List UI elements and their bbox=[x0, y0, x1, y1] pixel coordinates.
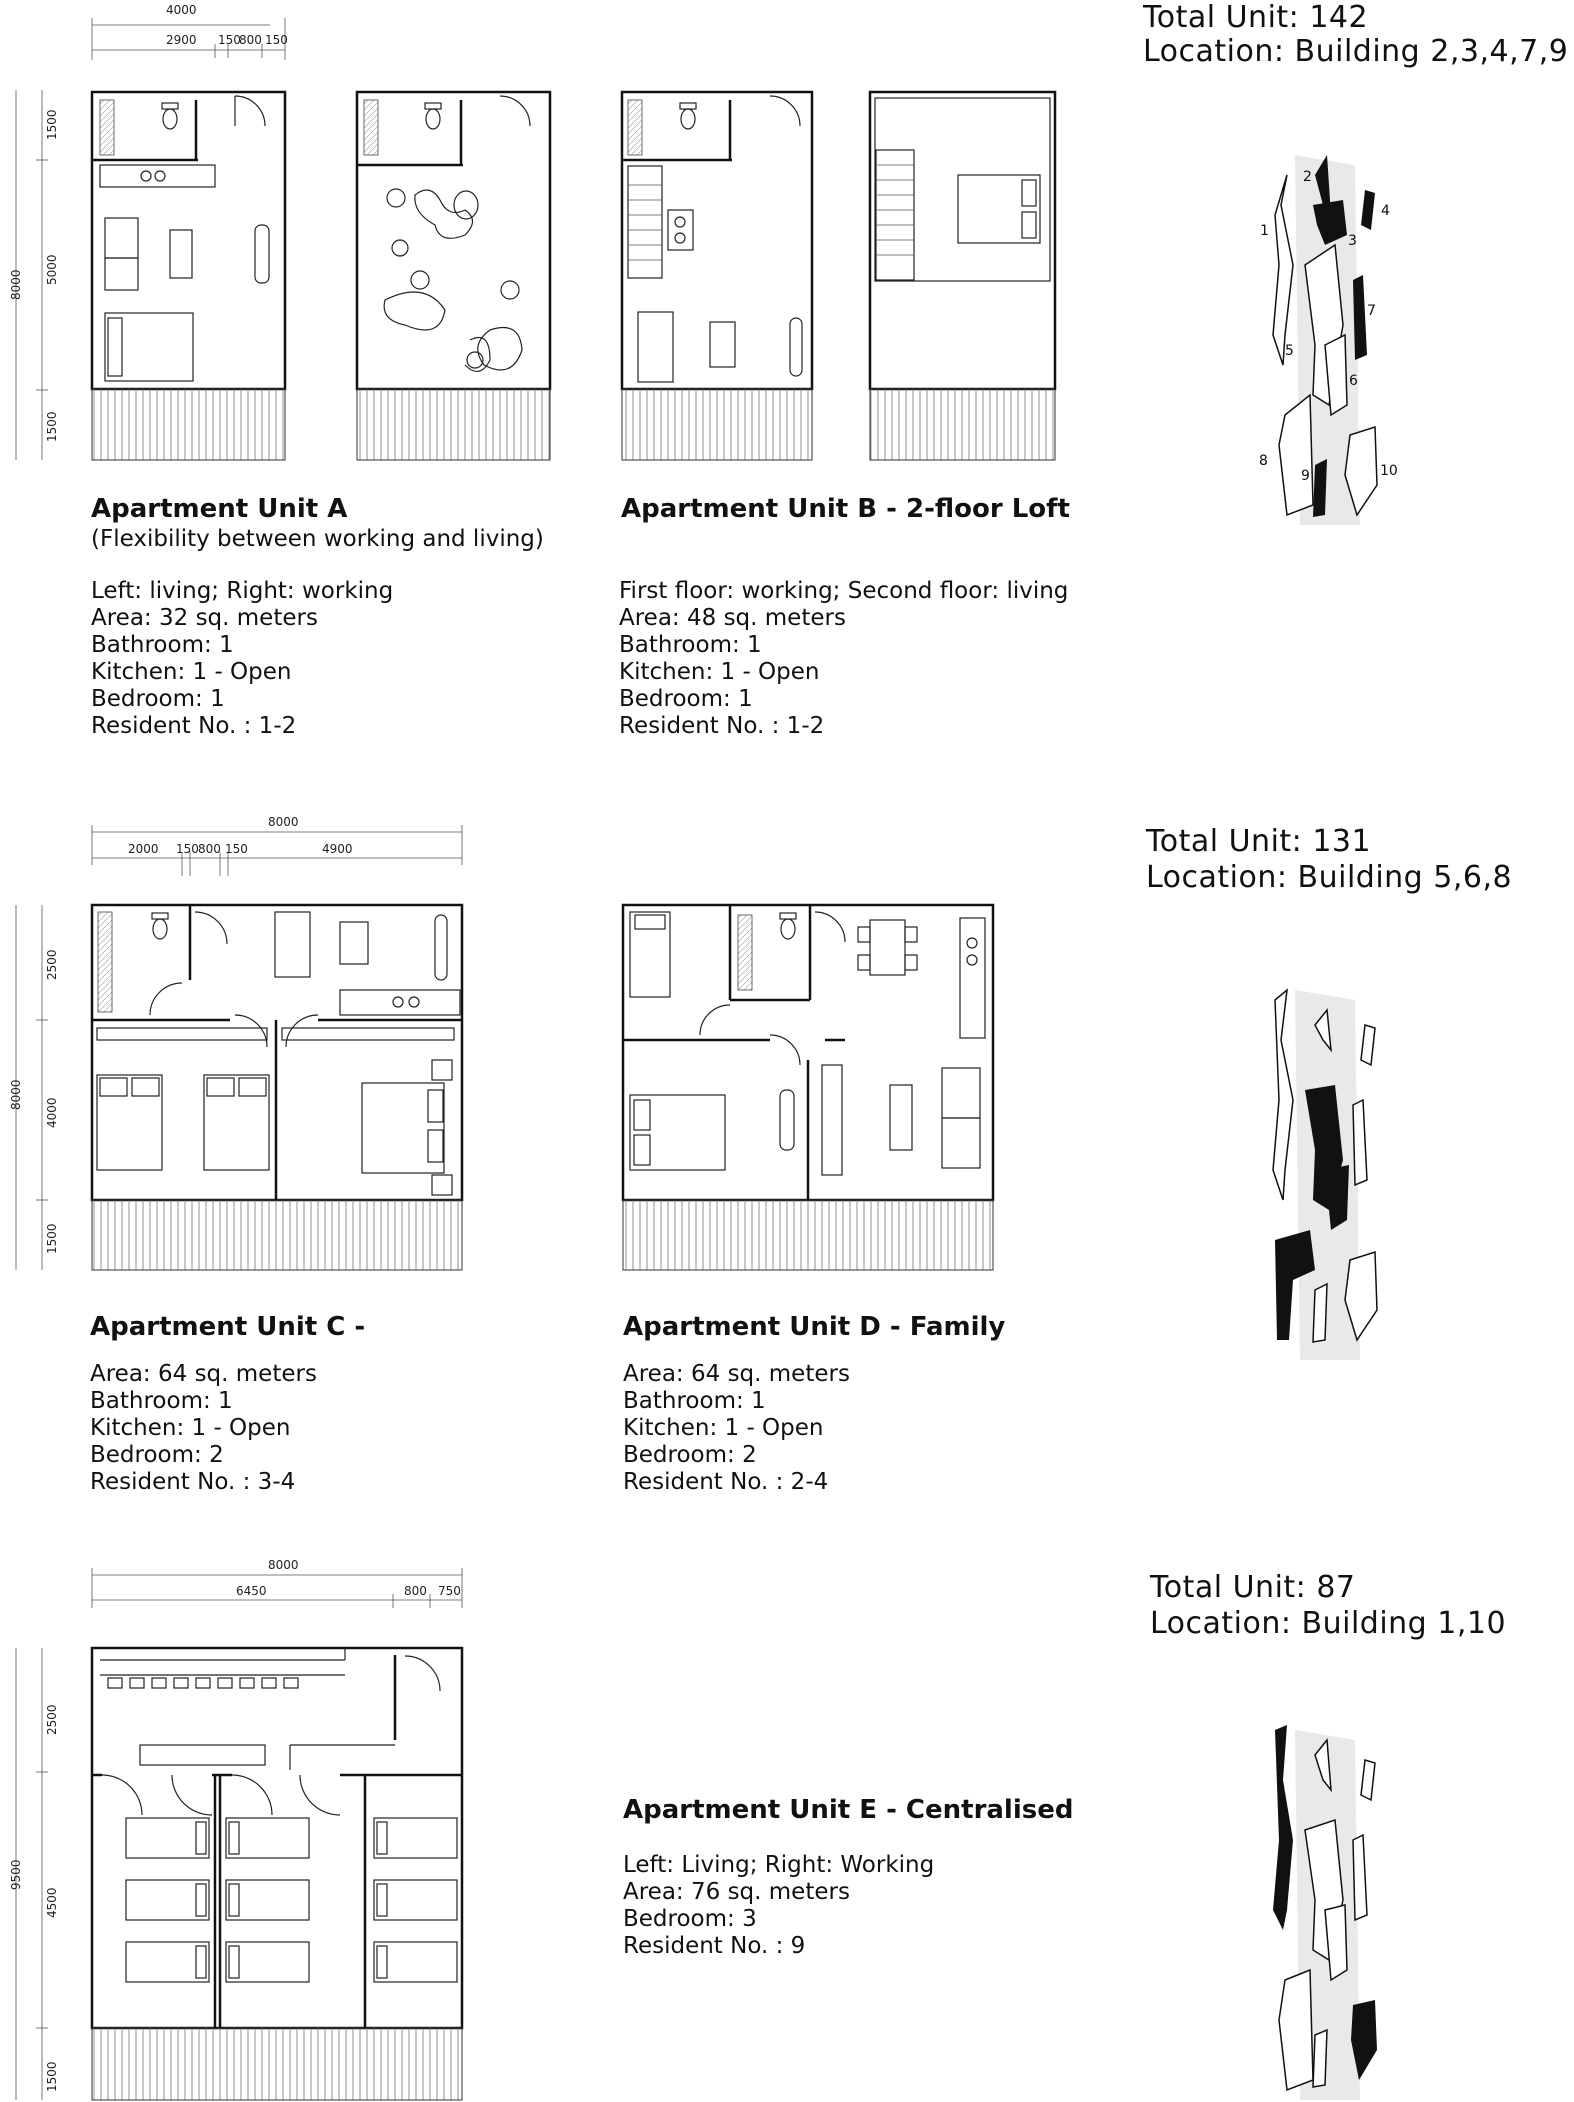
unit-a-line-6: Resident No. : 1-2 bbox=[91, 713, 297, 739]
dim-c-depth-1: 2500 bbox=[45, 949, 59, 980]
unit-b-line-1: First floor: working; Second floor: living bbox=[619, 578, 1069, 604]
dim-e-depth-1: 2500 bbox=[45, 1704, 59, 1735]
group-2-location: Location: Building 5,6,8 bbox=[1146, 860, 1513, 895]
unit-e-floor-plan bbox=[92, 1648, 462, 2100]
unit-d-line-1: Area: 64 sq. meters bbox=[623, 1361, 850, 1387]
unit-d-line-5: Resident No. : 2-4 bbox=[623, 1469, 829, 1495]
dim-a-width-2: 150 bbox=[218, 33, 241, 47]
map-label-6: 6 bbox=[1349, 373, 1358, 389]
dim-a-depth-3: 1500 bbox=[45, 411, 59, 442]
unit-b-second-floor-plan bbox=[870, 92, 1055, 460]
map-label-5: 5 bbox=[1285, 343, 1294, 359]
map-label-9: 9 bbox=[1301, 468, 1310, 484]
unit-e-line-2: Area: 76 sq. meters bbox=[623, 1879, 850, 1905]
dim-e-total-depth: 9500 bbox=[9, 1859, 23, 1890]
map-label-8: 8 bbox=[1259, 453, 1268, 469]
site-map-2 bbox=[1273, 990, 1377, 1360]
dim-a-width-3: 800 bbox=[239, 33, 262, 47]
group-1-location: Location: Building 2,3,4,7,9 bbox=[1143, 34, 1569, 69]
map-label-4: 4 bbox=[1381, 203, 1390, 219]
unit-a-line-4: Kitchen: 1 - Open bbox=[91, 659, 292, 685]
unit-a-line-5: Bedroom: 1 bbox=[91, 686, 225, 712]
unit-c-title: Apartment Unit C - bbox=[90, 1312, 366, 1342]
dim-e-width-3: 750 bbox=[438, 1584, 461, 1598]
unit-c-floor-plan bbox=[92, 905, 462, 1270]
unit-a-line-3: Bathroom: 1 bbox=[91, 632, 234, 658]
dim-a-width-1: 2900 bbox=[166, 33, 197, 47]
unit-c-line-1: Area: 64 sq. meters bbox=[90, 1361, 317, 1387]
dim-e-width-2: 800 bbox=[404, 1584, 427, 1598]
dim-c-width-4: 150 bbox=[225, 842, 248, 856]
unit-c-line-4: Bedroom: 2 bbox=[90, 1442, 224, 1468]
map-label-10: 10 bbox=[1380, 463, 1398, 479]
dim-c-total-width: 8000 bbox=[268, 815, 299, 829]
group-1-total-unit: Total Unit: 142 bbox=[1143, 0, 1369, 35]
unit-c-line-2: Bathroom: 1 bbox=[90, 1388, 233, 1414]
map-label-1: 1 bbox=[1260, 223, 1269, 239]
unit-b-line-6: Resident No. : 1-2 bbox=[619, 713, 825, 739]
unit-a-title: Apartment Unit A bbox=[91, 494, 348, 524]
dim-e-depth-3: 1500 bbox=[45, 2061, 59, 2092]
dim-a-depth-1: 1500 bbox=[45, 109, 59, 140]
unit-b-line-3: Bathroom: 1 bbox=[619, 632, 762, 658]
unit-b-first-floor-plan bbox=[622, 92, 812, 460]
dim-c-depth-3: 1500 bbox=[45, 1223, 59, 1254]
unit-a-working-plan bbox=[357, 92, 550, 460]
unit-e-line-3: Bedroom: 3 bbox=[623, 1906, 757, 1932]
dim-e-depth-2: 4500 bbox=[45, 1887, 59, 1918]
unit-d-title: Apartment Unit D - Family bbox=[623, 1312, 1006, 1342]
unit-b-line-2: Area: 48 sq. meters bbox=[619, 605, 846, 631]
dim-c-depth-2: 4000 bbox=[45, 1097, 59, 1128]
unit-a-floor-plan bbox=[92, 92, 285, 460]
map-label-3: 3 bbox=[1348, 233, 1357, 249]
unit-b-line-5: Bedroom: 1 bbox=[619, 686, 753, 712]
dim-c-width-2: 150 bbox=[176, 842, 199, 856]
unit-a-line-2: Area: 32 sq. meters bbox=[91, 605, 318, 631]
dim-a-total-depth: 8000 bbox=[9, 269, 23, 300]
map-label-7: 7 bbox=[1367, 303, 1376, 319]
dim-e-total-width: 8000 bbox=[268, 1558, 299, 1572]
unit-b-title: Apartment Unit B - 2-floor Loft bbox=[621, 494, 1070, 524]
group-2-total-unit: Total Unit: 131 bbox=[1146, 824, 1372, 859]
map-label-2: 2 bbox=[1303, 169, 1312, 185]
dim-a-width-4: 150 bbox=[265, 33, 288, 47]
dim-e-width-1: 6450 bbox=[236, 1584, 267, 1598]
unit-a-line-1: Left: living; Right: working bbox=[91, 578, 394, 604]
dim-c-total-depth: 8000 bbox=[9, 1079, 23, 1110]
group-3-total-unit: Total Unit: 87 bbox=[1150, 1570, 1356, 1605]
unit-c-line-5: Resident No. : 3-4 bbox=[90, 1469, 296, 1495]
dim-a-depth-2: 5000 bbox=[45, 254, 59, 285]
dim-c-width-5: 4900 bbox=[322, 842, 353, 856]
unit-b-line-4: Kitchen: 1 - Open bbox=[619, 659, 820, 685]
unit-e-title: Apartment Unit E - Centralised bbox=[623, 1795, 1074, 1825]
site-map-1 bbox=[1259, 155, 1398, 525]
unit-c-line-3: Kitchen: 1 - Open bbox=[90, 1415, 291, 1441]
site-map-3 bbox=[1273, 1725, 1377, 2100]
unit-d-floor-plan bbox=[623, 905, 993, 1270]
unit-d-line-2: Bathroom: 1 bbox=[623, 1388, 766, 1414]
unit-e-line-4: Resident No. : 9 bbox=[623, 1933, 806, 1959]
dim-c-width-3: 800 bbox=[198, 842, 221, 856]
unit-e-line-1: Left: Living; Right: Working bbox=[623, 1852, 935, 1878]
unit-d-line-3: Kitchen: 1 - Open bbox=[623, 1415, 824, 1441]
dim-c-width-1: 2000 bbox=[128, 842, 159, 856]
unit-a-subtitle: (Flexibility between working and living) bbox=[91, 526, 544, 552]
group-3-location: Location: Building 1,10 bbox=[1150, 1606, 1507, 1641]
dim-a-total-width: 4000 bbox=[166, 3, 197, 17]
unit-d-line-4: Bedroom: 2 bbox=[623, 1442, 757, 1468]
